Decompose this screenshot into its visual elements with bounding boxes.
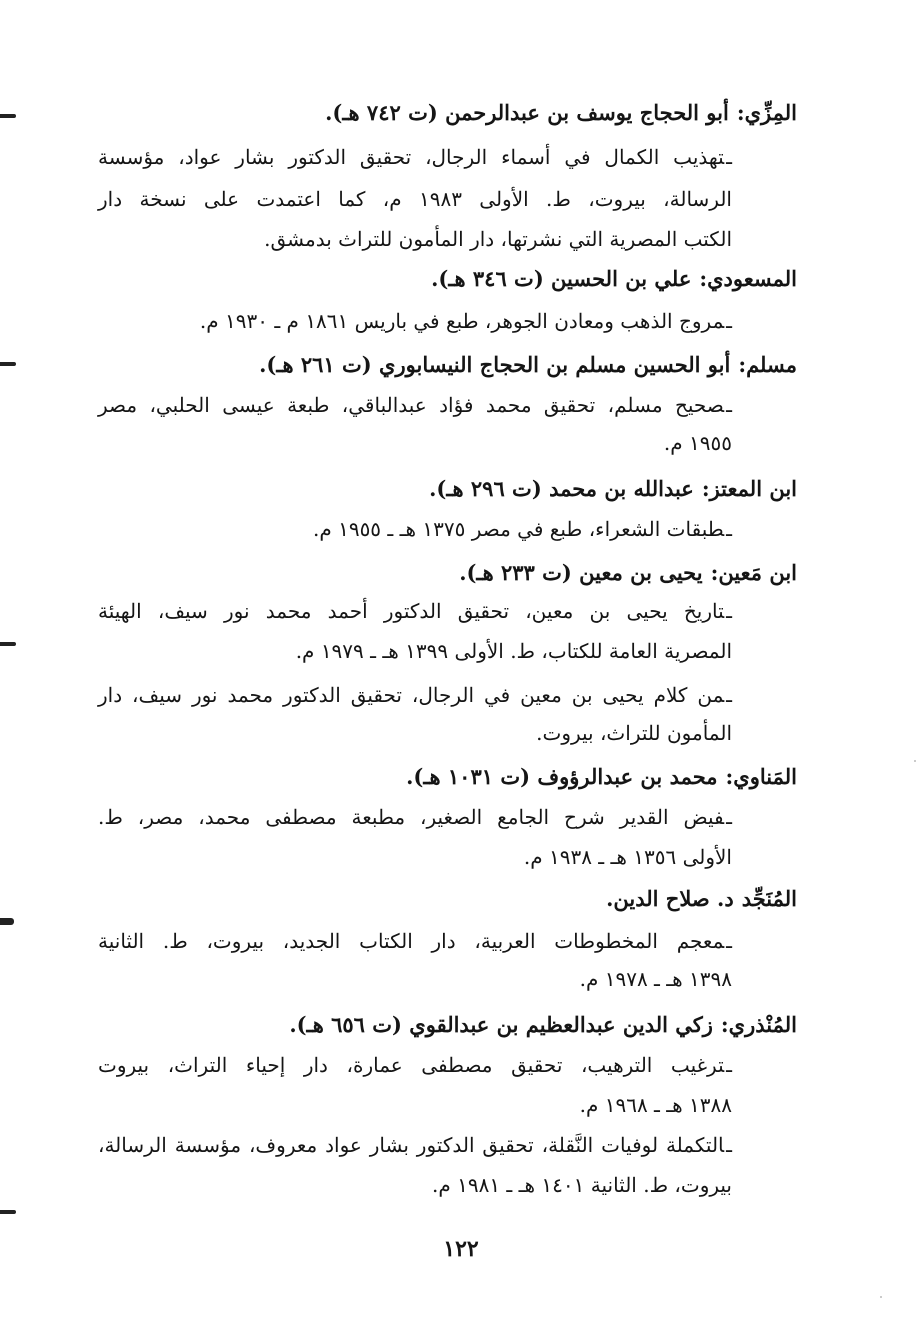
- reference-line: ـترغيب الترهيب، تحقيق مصطفى عمارة، دار إحياء التراث، بيروت: [98, 1053, 732, 1077]
- entry-heading: [97, 474, 797, 504]
- entry-name: المسعودي:: [699, 266, 797, 291]
- scan-margin-mark: [0, 642, 16, 646]
- entry-name: المَناوي:: [725, 764, 797, 789]
- entry-author: أبو الحجاج يوسف بن عبدالرحمن (ت ٧٤٢ هـ).: [325, 100, 729, 125]
- reference-line: ـمن كلام يحيى بن معين في الرجال، تحقيق الدكتور محمد نور سيف، دار: [98, 683, 732, 707]
- entry-name: المِزِّي:: [736, 100, 797, 125]
- scan-speck: [914, 760, 916, 762]
- reference-line: ـمعجم المخطوطات العربية، دار الكتاب الجديد، بيروت، ط. الثانية: [98, 929, 732, 953]
- reference-line: ـتاريخ يحيى بن معين، تحقيق الدكتور أحمد محمد نور سيف، الهيئة: [98, 599, 732, 623]
- entry-author: د. صلاح الدين.: [606, 886, 734, 911]
- reference-line: ١٩٥٥ م.: [663, 431, 732, 455]
- reference-line: ـالتكملة لوفيات النَّقلة، تحقيق الدكتور بشار عواد معروف، مؤسسة الرسالة،: [98, 1133, 732, 1157]
- entry-author: علي بن الحسين (ت ٣٤٦ هـ).: [431, 266, 692, 291]
- reference-line: ـمروج الذهب ومعادن الجوهر، طبع في باريس ١٨٦١ م ـ ١٩٣٠ م.: [199, 309, 732, 333]
- scan-margin-mark: [0, 114, 16, 118]
- reference-line: ـفيض القدير شرح الجامع الصغير، مطبعة مصطفى محمد، مصر، ط.: [98, 805, 732, 829]
- reference-line: ـصحيح مسلم، تحقيق محمد فؤاد عبدالباقي، طبعة عيسى الحلبي، مصر: [98, 393, 732, 417]
- page-number: ١٢٢: [443, 1236, 479, 1262]
- entry-heading: [97, 762, 797, 792]
- scan-margin-mark: [0, 918, 14, 925]
- entry-author: عبدالله بن محمد (ت ٢٩٦ هـ).: [429, 476, 694, 501]
- entry-author: أبو الحسين مسلم بن الحجاج النيسابوري (ت ٢٦١ هـ).: [259, 352, 731, 377]
- entry-heading: [97, 350, 797, 380]
- reference-line: ١٣٩٨ هـ ـ ١٩٧٨ م.: [579, 967, 732, 991]
- scan-speck: [880, 1296, 882, 1298]
- reference-line: الأولى ١٣٥٦ هـ ـ ١٩٣٨ م.: [523, 845, 732, 869]
- entry-name: المُنْذري:: [720, 1012, 797, 1037]
- reference-line: ـطبقات الشعراء، طبع في مصر ١٣٧٥ هـ ـ ١٩٥٥ م.: [312, 517, 732, 541]
- reference-line: الكتب المصرية التي نشرتها، دار المأمون للتراث بدمشق.: [264, 227, 732, 251]
- reference-line: الرسالة، بيروت، ط. الأولى ١٩٨٣ م، كما اعتمدت على نسخة دار: [98, 187, 732, 211]
- entry-heading: [97, 884, 797, 914]
- reference-line: ١٣٨٨ هـ ـ ١٩٦٨ م.: [579, 1093, 732, 1117]
- entry-heading: [97, 1010, 797, 1040]
- scan-margin-mark: [0, 1210, 16, 1214]
- reference-line: المصرية العامة للكتاب، ط. الأولى ١٣٩٩ هـ ـ ١٩٧٩ م.: [295, 639, 732, 663]
- entry-name: المُنَجِّد: [741, 886, 797, 911]
- entry-author: زكي الدين عبدالعظيم بن عبدالقوي (ت ٦٥٦ هـ).: [289, 1012, 713, 1037]
- scan-margin-mark: [0, 362, 16, 366]
- entry-name: ابن المعتز:: [701, 476, 797, 501]
- entry-name: مسلم:: [738, 352, 797, 377]
- reference-line: بيروت، ط. الثانية ١٤٠١ هـ ـ ١٩٨١ م.: [432, 1173, 732, 1197]
- entry-author: محمد بن عبدالرؤوف (ت ١٠٣١ هـ).: [406, 764, 718, 789]
- entry-author: يحيى بن معين (ت ٢٣٣ هـ).: [459, 560, 703, 585]
- entry-heading: [97, 558, 797, 588]
- reference-line: ـتهذيب الكمال في أسماء الرجال، تحقيق الدكتور بشار عواد، مؤسسة: [98, 145, 732, 169]
- entry-heading: [97, 264, 797, 294]
- entry-name: ابن مَعين:: [710, 560, 797, 585]
- reference-line: المأمون للتراث، بيروت.: [536, 721, 732, 745]
- entry-heading: [97, 98, 797, 128]
